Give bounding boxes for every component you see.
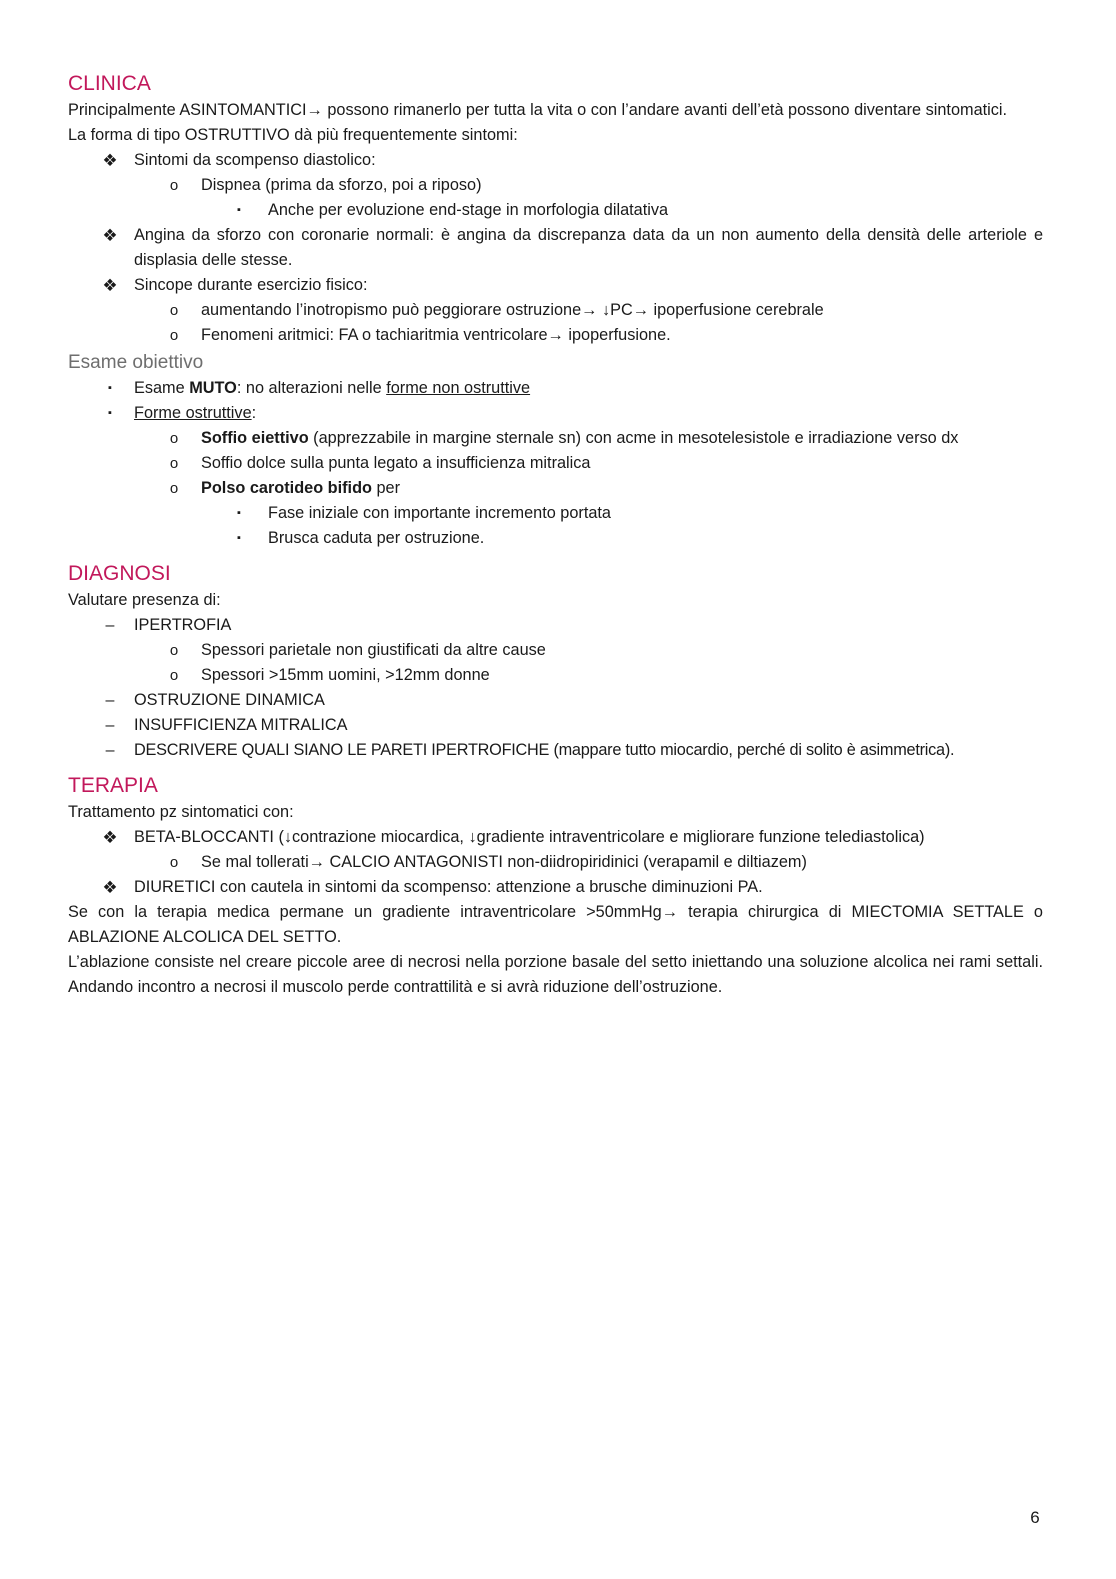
subsection-heading-esame-obiettivo: Esame obiettivo: [68, 352, 204, 373]
list-item: ❖ Sintomi da scompenso diastolico:: [68, 148, 1043, 173]
section-heading-diagnosi: DIAGNOSI: [68, 562, 171, 585]
paragraph: Principalmente ASINTOMANTICI→ possono rimanerlo per tutta la vita o con l’andare avanti dell’età possono diventare sintomatici.: [68, 101, 1008, 119]
paragraph: Valutare presenza di:: [68, 591, 221, 609]
square-bullet-icon: ▪: [237, 532, 241, 544]
circle-bullet-icon: o: [169, 667, 179, 684]
list-item: o Spessori >15mm uomini, >12mm donne: [68, 663, 1043, 688]
circle-bullet-icon: o: [169, 854, 179, 871]
document-page: [68, 70, 1043, 1000]
dash-bullet-icon: –: [105, 742, 115, 759]
page-number: 6: [1030, 1508, 1040, 1527]
square-bullet-icon: ▪: [108, 382, 112, 394]
list-item: o Dispnea (prima da sforzo, poi a riposo): [68, 173, 1043, 198]
square-bullet-icon: ▪: [237, 507, 241, 519]
diamond-bullet-icon: ❖: [102, 828, 118, 847]
circle-bullet-icon: o: [169, 302, 179, 319]
paragraph: L’ablazione consiste nel creare piccole aree di necrosi nella porzione basale del setto iniettando una soluzione alcolica nei rami settali. Andando incontro a necrosi il muscolo perde contrattilità e si avrà riduzione dell’ostruzione.: [68, 953, 1043, 996]
circle-bullet-icon: o: [169, 177, 179, 194]
square-bullet-icon: ▪: [108, 407, 112, 419]
diamond-bullet-icon: ❖: [102, 151, 118, 170]
diamond-bullet-icon: ❖: [102, 226, 118, 245]
list-item: o aumentando l’inotropismo può peggiorare ostruzione→ ↓PC→ ipoperfusione cerebrale: [68, 298, 1043, 323]
section-heading-terapia: TERAPIA: [68, 774, 158, 797]
list-item: – INSUFFICIENZA MITRALICA: [68, 713, 1043, 738]
diamond-bullet-icon: ❖: [102, 276, 118, 295]
paragraph: Trattamento pz sintomatici con:: [68, 803, 294, 821]
list-item: – IPERTROFIA: [68, 613, 1043, 638]
circle-bullet-icon: o: [169, 480, 179, 497]
list-item: o Polso carotideo bifido per: [68, 476, 1043, 501]
list-item: ▪ Anche per evoluzione end-stage in morfologia dilatativa: [68, 198, 1043, 223]
list-item: ▪ Fase iniziale con importante incremento portata: [68, 501, 1043, 526]
list-item: o Se mal tollerati→ CALCIO ANTAGONISTI non-diidropiridinici (verapamil e diltiazem): [68, 850, 1043, 875]
list-item: ▪ Esame MUTO: no alterazioni nelle forme non ostruttive: [68, 376, 1043, 401]
list-item: – OSTRUZIONE DINAMICA: [68, 688, 1043, 713]
diamond-bullet-icon: ❖: [102, 878, 118, 897]
list-item: ▪ Brusca caduta per ostruzione.: [68, 526, 1043, 551]
circle-bullet-icon: o: [169, 430, 179, 447]
list-item: ❖ BETA-BLOCCANTI (↓contrazione miocardica, ↓gradiente intraventricolare e migliorare funzione telediastolica): [68, 825, 1043, 850]
list-item: – DESCRIVERE QUALI SIANO LE PARETI IPERTROFICHE (mappare tutto miocardio, perché di solito è asimmetrica).: [68, 738, 1043, 763]
list-item: o Soffio dolce sulla punta legato a insufficienza mitralica: [68, 451, 1043, 476]
list-item: ❖ Sincope durante esercizio fisico:: [68, 273, 1043, 298]
list-item: o Fenomeni aritmici: FA o tachiaritmia ventricolare→ ipoperfusione.: [68, 323, 1043, 348]
dash-bullet-icon: –: [105, 717, 115, 734]
list-item: ▪ Forme ostruttive:: [68, 401, 1043, 426]
list-item: ❖ Angina da sforzo con coronarie normali: è angina da discrepanza data da un non aumento della densità delle arteriole e displasia delle stesse.: [68, 223, 1043, 273]
list-item: ❖ DIURETICI con cautela in sintomi da scompenso: attenzione a brusche diminuzioni PA.: [68, 875, 1043, 900]
list-item: o Soffio eiettivo (apprezzabile in margine sternale sn) con acme in mesotelesistole e irradiazione verso dx: [68, 426, 1043, 451]
dash-bullet-icon: –: [105, 692, 115, 709]
circle-bullet-icon: o: [169, 455, 179, 472]
circle-bullet-icon: o: [169, 642, 179, 659]
paragraph: Se con la terapia medica permane un gradiente intraventricolare >50mmHg→ terapia chirurgica di MIECTOMIA SETTALE o ABLAZIONE ALCOLICA DEL SETTO.: [68, 903, 1043, 946]
square-bullet-icon: ▪: [237, 204, 241, 216]
paragraph: La forma di tipo OSTRUTTIVO dà più frequentemente sintomi:: [68, 126, 518, 144]
list-item: o Spessori parietale non giustificati da altre cause: [68, 638, 1043, 663]
dash-bullet-icon: –: [105, 617, 115, 634]
section-heading-clinica: CLINICA: [68, 72, 151, 95]
circle-bullet-icon: o: [169, 327, 179, 344]
